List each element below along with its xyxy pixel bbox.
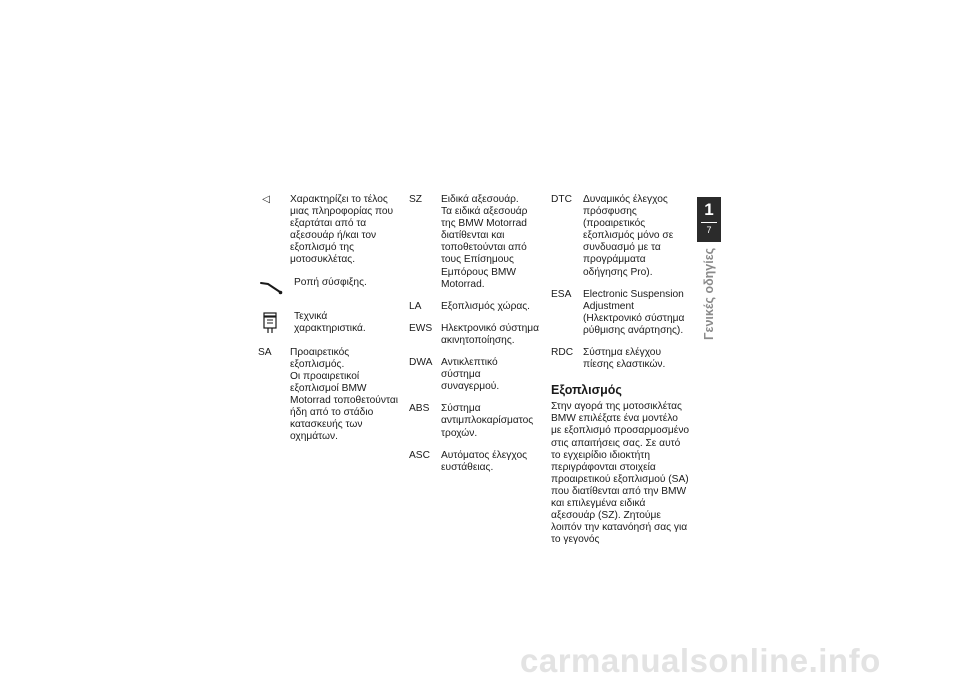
rdc-text: Σύστημα ελέγχου πίεσης ελαστικών. (583, 347, 666, 371)
asc-entry (409, 450, 539, 474)
technical-data-icon (258, 311, 284, 333)
la-entry (409, 301, 539, 313)
column-left (258, 194, 398, 453)
sa-entry (258, 347, 398, 444)
equipment-heading: Εξοπλισμός (551, 383, 622, 398)
sa-line1: Προαιρετικός εξοπλισμός. (290, 346, 350, 370)
chapter-number: 1 (704, 200, 714, 219)
dtc-abbr: DTC (551, 194, 572, 205)
page-number: 7 (706, 225, 712, 235)
section-title: Γενικές οδηγίες (702, 247, 716, 340)
ews-abbr: EWS (409, 322, 433, 334)
sa-line2: Οι προαιρετικοί εξοπλισμοί BMW Motorrad τοποθετούνται ήδη από το στάδιο κατασκευής των οχημάτων. (290, 370, 398, 443)
torque-entry (258, 277, 398, 301)
esa-entry (551, 289, 691, 337)
column-middle (409, 194, 539, 484)
sz-abbr: SZ (409, 194, 423, 205)
dwa-entry (409, 357, 539, 393)
watermark: carmanualsonline.info (520, 644, 881, 678)
la-text: Εξοπλισμός χώρας. (441, 300, 531, 312)
sz-entry (409, 194, 539, 291)
torque-wrench-icon (258, 277, 284, 299)
sa-text-block (290, 347, 398, 444)
sz-text-block (441, 194, 539, 291)
dwa-abbr: DWA (409, 357, 433, 369)
asc-text: Αυτόματος έλεγχος ευστάθειας. (441, 449, 528, 473)
abs-entry (409, 403, 539, 439)
rdc-abbr: RDC (551, 347, 574, 359)
abs-abbr: ABS (409, 403, 430, 415)
ews-text: Ηλεκτρονικό σύστημα ακινητοποίησης. (441, 322, 539, 346)
dtc-entry (551, 194, 691, 279)
column-right (551, 194, 691, 546)
esa-abbr: ESA (551, 288, 572, 300)
abs-text: Σύστημα αντιμπλοκαρίσματος τροχών. (441, 403, 534, 439)
torque-text: Ροπή σύσφιξης. (294, 276, 367, 288)
tech-data-text: Τεχνικά χαρακτηριστικά. (294, 310, 366, 334)
equipment-body: Στην αγορά της μοτοσικλέτας BMW επιλέξατε ένα μοντέλο με εξοπλισμό προσαρμοσμένο στις απαιτήσεις σας. Σε αυτό το εγχειρίδιο ιδιοκτήτη περιγράφονται στοιχεία προαιρετικού εξοπλισμού (SA) που διατίθενται από την BMW και επιλεγμένα ειδικά αξεσουάρ (SZ). Ζητούμε λοιπόν την κατανόησή σας για το γεγονός (551, 401, 690, 546)
la-abbr: LA (409, 300, 422, 312)
rdc-entry (551, 347, 691, 371)
sa-abbr: SA (258, 346, 272, 358)
tech-data-entry (258, 311, 398, 337)
end-marker-text: Χαρακτηρίζει το τέλος μιας πληροφορίας που εξαρτάται από τα αξεσουάρ ή/και τον εξοπλισμό της μοτοσυκλέτας. (290, 194, 394, 266)
dwa-text: Αντικλεπτικό σύστημα συναγερμού. (441, 357, 500, 393)
ews-entry (409, 323, 539, 347)
sz-line1: Ειδικά αξεσουάρ. (441, 194, 519, 205)
esa-text: Electronic Suspension Adjustment (Ηλεκτρονικό σύστημα ρύθμισης ανάρτησης). (583, 288, 685, 336)
sz-line2: Τα ειδικά αξεσουάρ της BMW Motorrad διατίθενται και τοποθετούνται από τους Επίσημους Εμπόρους BMW Motorrad. (441, 206, 528, 290)
chapter-tab (697, 197, 721, 242)
tab-divider (701, 222, 717, 223)
dtc-text: Δυναμικός έλεγχος πρόσφυσης (προαιρετικός εξοπλισμός μόνο σε συνδυασμό με τα προγράμματα οδήγησης Pro). (583, 194, 674, 278)
asc-abbr: ASC (409, 449, 430, 461)
end-marker-icon: ◁ (262, 194, 270, 205)
end-marker-entry (258, 194, 398, 267)
